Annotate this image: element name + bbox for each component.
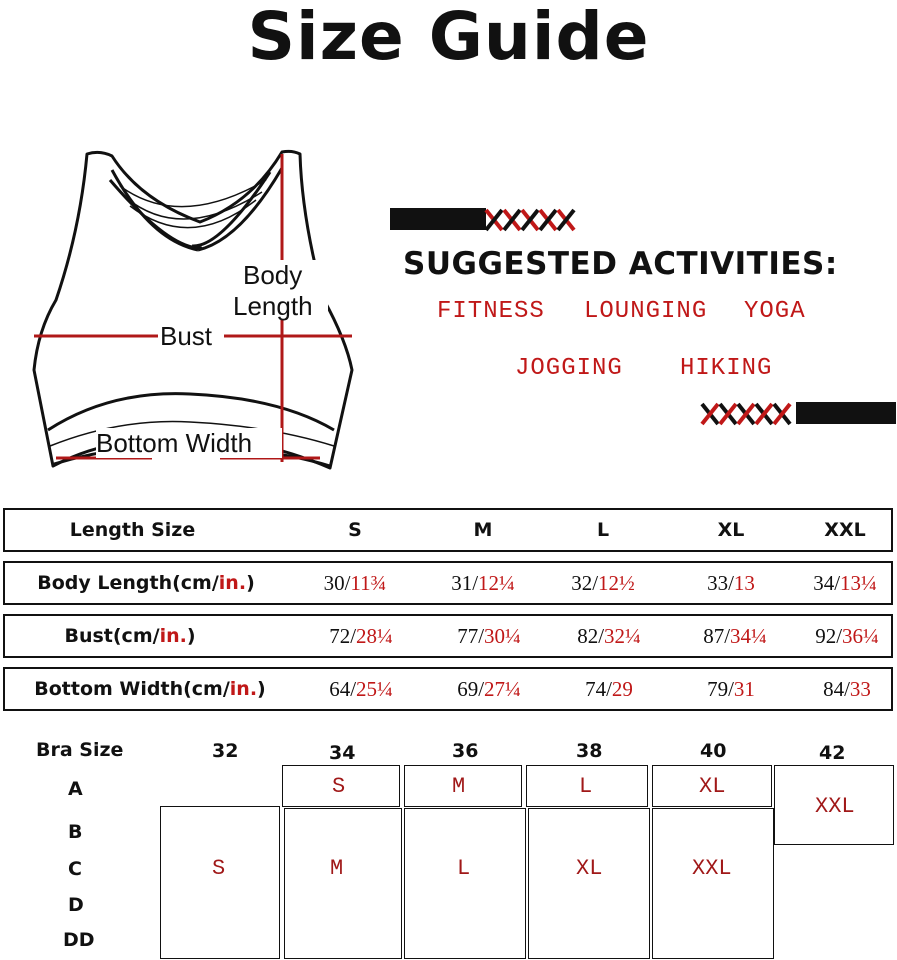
cell-bust-s: 72/ 28¼ — [329, 623, 393, 648]
length-table-header — [3, 508, 893, 552]
row-label-unit: in. — [159, 625, 187, 647]
table-row-body-length — [3, 561, 893, 605]
activity-yoga: YOGA — [744, 298, 806, 325]
cell-body-length-xxl: 34/ 13¼ — [813, 570, 877, 595]
row-label-bust — [5, 616, 255, 656]
activity-lounging: LOUNGING — [584, 298, 708, 325]
cell-body-length-s: 30/ 11¾ — [323, 570, 387, 595]
row-label-close: ) — [246, 572, 255, 594]
table-row-bottom-width — [3, 667, 893, 711]
size-header-l: L — [596, 519, 610, 541]
size-header-s: S — [348, 519, 362, 541]
size-36: L — [457, 856, 471, 881]
activity-fitness: FITNESS — [437, 298, 545, 325]
row-label-close: ) — [257, 678, 266, 700]
size-40: XXL — [692, 856, 732, 881]
cell-bust-l: 82/ 32¼ — [577, 623, 641, 648]
cell-body-length-l: 32/ 12½ — [571, 570, 635, 595]
a-cup-40-size: XL — [699, 774, 726, 799]
bottom-width-label: Bottom Width — [96, 428, 253, 458]
decorative-bar-top — [390, 206, 590, 234]
cell-bust-m: 77/ 30¼ — [457, 623, 521, 648]
table-row-bust — [3, 614, 893, 658]
bust-label: Bust — [160, 321, 213, 351]
row-label-text: Bust(cm/ — [64, 625, 160, 647]
row-label-text: Bottom Width(cm/ — [34, 678, 230, 700]
a-cup-38-size: L — [579, 774, 593, 799]
body-label: Body — [243, 260, 303, 290]
row-label-unit: in. — [218, 572, 247, 594]
size-box-36 — [404, 808, 526, 959]
length-label: Length — [233, 291, 313, 321]
cup-a: A — [68, 778, 83, 800]
decorative-bar-bottom — [700, 400, 896, 428]
cup-d: D — [68, 894, 84, 916]
size-box-38 — [528, 808, 650, 959]
row-label-bottom-width — [5, 669, 295, 709]
cup-dd: DD — [63, 929, 95, 951]
activity-hiking: HIKING — [680, 355, 773, 382]
row-label-close: ) — [186, 625, 196, 647]
cell-body-length-m: 31/ 12¼ — [451, 570, 515, 595]
a-cup-34-size: S — [332, 774, 346, 799]
cup-c: C — [68, 858, 82, 880]
length-size-header: Length Size — [69, 519, 196, 541]
size-32: S — [212, 856, 226, 881]
band-42: 42 — [819, 742, 846, 764]
cell-bust-xl: 87/ 34¼ — [703, 623, 767, 648]
cell-bottom-width-xl: 79/ 31 — [707, 676, 755, 701]
row-label-unit: in. — [229, 678, 258, 700]
cell-bottom-width-m: 69/ 27¼ — [457, 676, 521, 701]
bra-size-header: Bra Size — [36, 739, 124, 761]
cell-bottom-width-l: 74/ 29 — [585, 676, 633, 701]
band-38: 38 — [576, 740, 603, 762]
activities-heading: SUGGESTED ACTIVITIES: — [403, 246, 838, 282]
row-label-body-length — [5, 563, 287, 603]
a-cup-36-size: M — [452, 774, 466, 799]
cell-bottom-width-xxl: 84/ 33 — [823, 676, 871, 701]
size-38: XL — [576, 856, 603, 881]
size-box-40 — [652, 808, 774, 959]
cell-body-length-xl: 33/ 13 — [707, 570, 755, 595]
activity-jogging: JOGGING — [515, 355, 623, 382]
size-header-xxl: XXL — [824, 519, 866, 541]
page-title: Size Guide — [247, 0, 650, 75]
a-cup-42-size: XXL — [815, 794, 855, 819]
size-header-m: M — [473, 519, 493, 541]
size-34: M — [330, 856, 344, 881]
cell-bust-xxl: 92/ 36¼ — [815, 623, 879, 648]
size-header-xl: XL — [717, 519, 745, 541]
cup-b: B — [68, 821, 83, 843]
band-32: 32 — [212, 740, 239, 762]
band-34: 34 — [329, 742, 356, 764]
cell-bottom-width-s: 64/ 25¼ — [329, 676, 393, 701]
size-box-34 — [284, 808, 402, 959]
band-40: 40 — [700, 740, 727, 762]
row-label-text: Body Length(cm/ — [37, 572, 219, 594]
size-box-32 — [160, 806, 280, 959]
band-36: 36 — [452, 740, 479, 762]
